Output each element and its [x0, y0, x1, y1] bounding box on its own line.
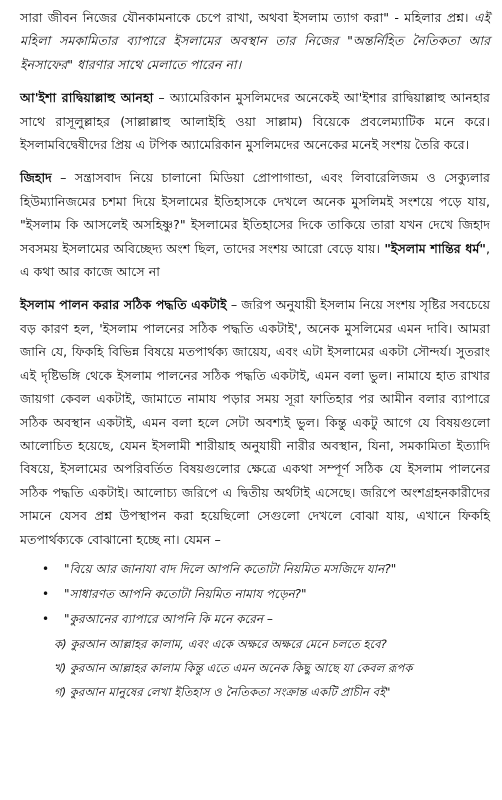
jihad-tail: , এ কথা আর কাজে আসে না	[20, 240, 491, 280]
question-text: "বিয়ে আর জানাযা বাদ দিলে আপনি কতোটা নিয়মিত মসজিদে যান?"	[64, 561, 397, 576]
bullet-icon: •	[42, 561, 50, 576]
intro-paragraph	[20, 6, 490, 76]
list-item	[42, 607, 490, 632]
intro-text: সারা জীবন নিজের যৌনকামনাকে চেপে রাখা, অথবা ইসলাম ত্যাগ করা" - মহিলার প্রশ্ন।	[20, 10, 474, 25]
list-item	[42, 582, 490, 607]
option-ka: ক) কুরআন আল্লাহর কালাম, এবং একে অক্ষরে অক্ষরে মেনে চলতে হবে?	[54, 636, 387, 651]
correct-method-body: – জরিপ অনুযায়ী ইসলাম নিয়ে সংশয় সৃষ্টির সবচেয়ে বড় কারণ হল, 'ইসলাম পালনের সঠিক পদ্ধতি একটাই', অনেক মুসলিমের এমন দাবি। আমরা জানি যে, ফিকহি বিভিন্ন বিষয়ে মতপার্থক্য জায়েয, এবং এটা ইসলামের একটা সৌন্দর্য। সুতরাং এই দৃষ্টিভঙ্গি থেকে ইসলাম পালনের সঠিক পদ্ধতি একটাই, এমন বলা ভুল। নামাযে হাত রাখার জায়গা কেবল একটাই, জামাতে নামায পড়ার সময় সূরা ফাতিহার পর আমীন বলার ব্যাপারে সঠিক অবস্থান একটাই, এমন বলা হলে সেটা অবশ্যই ভুল। কিন্তু একটু আগে যে বিষয়গুলো আলোচিত হয়েছে, যেমন ইসলামী শারীয়াহ অনুযায়ী নারীর অবস্থান, যিনা, সমকামিতা ইত্যাদি বিষয়ে, ইসলামের অপরিবর্তিত বিষয়গুলোর ক্ষেত্রে একথা সম্পূর্ণ সঠিক যে ইসলাম পালনের সঠিক পদ্ধতি একটাই। আলোচ্য জরিপে এ দ্বিতীয় অর্থটাই এসেছে। জরিপে অংশগ্রহনকারীদের সামনে যেসব প্রশ্ন উপস্থাপন করা হয়েছিলো সেগুলো দেখলে বোঝা যায়, এখানে ফিকহি মতপার্থক্যকে বোঝানো হচ্ছে না। যেমন –	[20, 297, 491, 547]
option-ga: গ) কুরআন মানুষের লেখা ইতিহাস ও নৈতিকতা সংক্রান্ত একটি প্রাচীন বই"	[54, 684, 391, 699]
correct-method-heading: ইসলাম পালন করার সঠিক পদ্ধতি একটাই	[20, 297, 227, 313]
option-kha: খ) কুরআন আল্লাহর কালাম কিন্তু এতে এমন অনেক কিছু আছে যা কেবল রূপক	[54, 660, 413, 675]
correct-method-section	[20, 293, 490, 550]
jihad-quote: "ইসলাম শান্তির ধর্ম"	[384, 240, 486, 256]
bullet-icon: •	[42, 586, 50, 601]
list-item	[42, 557, 490, 582]
jihad-body: – সন্ত্রাসবাদ নিয়ে চালানো মিডিয়া প্রোপাগান্ডা, এবং লিবারেলিজম ও সেক্যুলার হিউম্যানিজমের চশমা দিয়ে ইসলামের ইতিহাসকে দেখলে অনেক মুসলিমই সংশয়ে পড়ে যায়, "ইসলাম কি আসলেই অসহিষ্ণু?" ইসলামের ইতিহাসের দিকে তাকিয়ে তারা যখন দেখে জিহাদ সবসময় ইসলামের অবিচ্ছেদ্য অংশ ছিল, তাদের সংশয় আরো বেড়ে যায়।	[20, 170, 490, 256]
bullet-icon: •	[42, 611, 50, 626]
survey-question-list	[20, 557, 490, 632]
question-text: "সাধারণত আপনি কতোটা নিয়মিত নামায পড়েন?"	[64, 586, 307, 601]
aisha-body: – অ্যামেরিকান মুসলিমদের অনেকেই আ'ইশার রাদ্বিয়াল্লাহু আনহার সাথে রাসূলুল্লাহর (সাল্লাল্লাহু আলাইহি ওয়া সাল্লাম) বিয়েকে প্রবলেম্যাটিক মনে করে। ইসলামবিদ্বেষীদের প্রিয় এ টপিক অ্যামেরিকান মুসলিমদের অনেকের মনেই সংশয় তৈরি করে।	[20, 90, 490, 153]
aisha-section	[20, 86, 490, 156]
answer-options	[20, 632, 490, 704]
question-text: "কুরআনের ব্যাপারে আপনি কি মনে করেন –	[64, 611, 273, 626]
jihad-heading: জিহাদ	[20, 170, 52, 186]
aisha-heading: আ'ইশা রাদ্বিয়াল্লাহু আনহা	[20, 90, 154, 106]
intro-italic-text: এই মহিলা সমকামিতার ব্যাপারে ইসলামের অবস্থান তার নিজের "অন্তর্নিহিত নৈতিকতা আর ইনসাফের" ধারণার সাথে মেলাতে পারেন না।	[20, 10, 490, 72]
jihad-section	[20, 166, 490, 283]
